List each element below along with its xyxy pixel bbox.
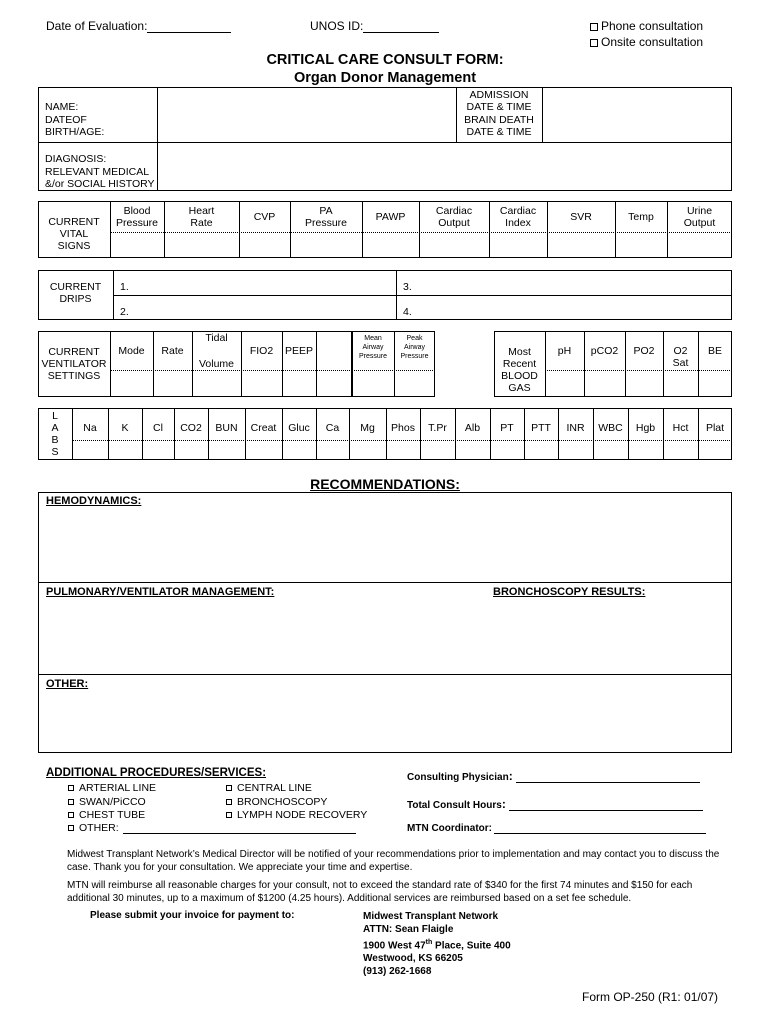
- header-line: CVP: [253, 211, 276, 223]
- drips-row-label: [38, 280, 113, 306]
- drip-4-field[interactable]: 4.: [403, 306, 412, 318]
- header-line: Mean: [364, 334, 382, 342]
- be-header: BE: [707, 345, 722, 357]
- lab-header-alb: Alb: [464, 422, 481, 434]
- header-line: Airway: [362, 343, 384, 351]
- lab-header-gluc: Gluc: [288, 422, 310, 434]
- header-line: Urine: [686, 205, 713, 217]
- checkbox-icon[interactable]: [226, 799, 232, 805]
- procedure-label: BRONCHOSCOPY: [237, 796, 328, 808]
- procedure-bronchoscopy[interactable]: [226, 796, 327, 808]
- colon: :: [501, 797, 506, 811]
- street-part: 1900 West 47: [363, 940, 426, 952]
- header-line: Pressure: [400, 352, 429, 360]
- lab-header-hct: Hct: [672, 422, 689, 434]
- lab-value-field[interactable]: [317, 441, 348, 459]
- lab-header-plat: Plat: [705, 422, 725, 434]
- vitals-value-field[interactable]: [111, 233, 163, 257]
- date-of-evaluation-label: Date of Evaluation:: [46, 19, 148, 33]
- header-line: O2: [673, 345, 688, 357]
- vitals-value-field[interactable]: [548, 233, 614, 257]
- address-phone: (913) 262-1668: [363, 966, 432, 978]
- lab-value-field[interactable]: [491, 441, 523, 459]
- header-line: Cardiac: [499, 205, 537, 217]
- lab-header-tpr: T.Pr: [428, 422, 447, 434]
- lab-value-field[interactable]: [73, 441, 107, 459]
- mean-airway-pressure-header: [352, 333, 394, 361]
- history-label-line1: RELEVANT MEDICAL: [45, 166, 150, 178]
- row-label-line: SETTINGS: [47, 370, 101, 382]
- mailing-address: [363, 910, 511, 978]
- pulmonary-heading: PULMONARY/VENTILATOR MANAGEMENT:: [46, 586, 275, 598]
- medical-director-note: Midwest Transplant Network’s Medical Director will be notified of your recommendations prior to implementation and may contact you to discuss the case. Thank you for your consultation. We appreciate your time and expertise.: [67, 849, 720, 873]
- mtn-coordinator-label: MTN Coordinator:: [407, 823, 492, 834]
- street-part: Place, Suite 400: [432, 940, 511, 952]
- mode-header: Mode: [118, 345, 145, 357]
- procedure-arterial-line[interactable]: [68, 782, 156, 794]
- procedure-label: OTHER:: [79, 822, 119, 834]
- address-city: Westwood, KS 66205: [363, 953, 463, 965]
- lab-value-field[interactable]: [175, 441, 207, 459]
- lab-header-pt: PT: [500, 422, 514, 434]
- header-line: Pressure: [115, 217, 158, 229]
- header-line: Temp: [628, 211, 654, 223]
- vitals-header-4: [362, 203, 419, 231]
- checkbox-icon[interactable]: [590, 23, 598, 31]
- colon: :: [508, 769, 513, 783]
- invoice-instruction: Please submit your invoice for payment to:: [90, 910, 295, 921]
- o2-sat-header: [663, 344, 698, 370]
- consulting-physician-label: Consulting Physician: [407, 772, 509, 783]
- lab-value-field[interactable]: [594, 441, 627, 459]
- rate-header: Rate: [161, 345, 184, 357]
- procedure-label: LYMPH NODE RECOVERY: [237, 809, 368, 821]
- fio2-header: FIO2: [249, 345, 274, 357]
- header-line: Heart: [188, 205, 215, 217]
- checkbox-icon[interactable]: [226, 785, 232, 791]
- lab-header-na: Na: [83, 422, 97, 434]
- row-label-line: CURRENT: [48, 346, 100, 358]
- lab-value-field[interactable]: [629, 441, 662, 459]
- street-sup: th: [425, 939, 433, 946]
- procedure-lymph-node[interactable]: [226, 809, 367, 821]
- lab-value-field[interactable]: [109, 441, 141, 459]
- lab-value-field[interactable]: [559, 441, 592, 459]
- vitals-value-field[interactable]: [490, 233, 546, 257]
- procedure-label: CHEST TUBE: [79, 809, 146, 821]
- row-label-line: B: [51, 434, 59, 446]
- other-heading: OTHER:: [46, 678, 89, 690]
- lab-value-field[interactable]: [283, 441, 315, 459]
- vitals-header-6: [489, 203, 547, 231]
- onsite-consultation-option[interactable]: [590, 35, 703, 49]
- bronchoscopy-heading: BRONCHOSCOPY RESULTS:: [493, 586, 646, 598]
- hemodynamics-heading: HEMODYNAMICS:: [46, 495, 142, 507]
- lab-header-creat: Creat: [250, 422, 277, 434]
- drip-1-field[interactable]: 1.: [120, 281, 129, 293]
- row-label-line: VITAL: [59, 228, 89, 240]
- vitals-value-field[interactable]: [668, 233, 731, 257]
- dob-label-line1: DATEOF: [45, 114, 87, 126]
- pulmonary-field[interactable]: [40, 600, 730, 672]
- ph-header: pH: [557, 345, 572, 357]
- phone-consultation-option[interactable]: [590, 19, 703, 33]
- total-consult-hours-field[interactable]: [407, 797, 703, 811]
- vitals-header-0: [110, 203, 164, 231]
- header-line: Blood: [123, 205, 151, 217]
- lab-header-bun: BUN: [215, 422, 238, 434]
- header-line: Cardiac: [435, 205, 473, 217]
- history-label-line2: &/or SOCIAL HISTORY: [45, 178, 155, 190]
- reimbursement-note: MTN will reimburse all reasonable charges for your consult, not to exceed the standard rate of $340 for the first 74 minutes and $150 for each additional 30 minutes, up to a maximum of $1200 (4.25 hours). Additional services are reimbursed based on a set fee schedule.: [67, 880, 693, 904]
- blood-gas-row-label: [494, 344, 545, 396]
- row-label-line: SIGNS: [57, 240, 91, 252]
- header-line: Rate: [190, 217, 213, 229]
- header-line: SVR: [570, 211, 592, 223]
- address-street: [363, 936, 511, 952]
- lab-header-ca: Ca: [325, 422, 340, 434]
- address-attn: ATTN: Sean Flaigle: [363, 924, 454, 935]
- drip-3-field[interactable]: 3.: [403, 281, 412, 293]
- checkbox-icon[interactable]: [590, 39, 598, 47]
- header-line: Index: [505, 217, 531, 229]
- lab-value-field[interactable]: [699, 441, 731, 459]
- row-label-line: Most: [508, 346, 531, 358]
- header-line: PAWP: [375, 211, 406, 223]
- vitals-header-8: [615, 203, 667, 231]
- recommendations-title: RECOMMENDATIONS:: [310, 476, 460, 492]
- lab-value-field[interactable]: [387, 441, 419, 459]
- ventilator-row-label: [38, 344, 110, 384]
- lab-header-k: K: [121, 422, 129, 434]
- vitals-value-field[interactable]: [616, 233, 666, 257]
- mtn-coordinator-field[interactable]: [407, 823, 706, 834]
- peep-header: PEEP: [284, 345, 313, 357]
- vitals-header-2: [239, 203, 290, 231]
- procedure-other[interactable]: [68, 822, 356, 834]
- lab-header-wbc: WBC: [598, 422, 623, 434]
- checkbox-icon[interactable]: [68, 799, 74, 805]
- drip-2-field[interactable]: 2.: [120, 306, 129, 318]
- admission-label-line2: DATE & TIME: [466, 101, 532, 113]
- address-org: Midwest Transplant Network: [363, 911, 499, 922]
- vitals-value-field[interactable]: [363, 233, 418, 257]
- vitals-value-field[interactable]: [291, 233, 361, 257]
- header-line: Pressure: [358, 352, 387, 360]
- name-label: NAME:: [45, 101, 79, 113]
- procedure-swan-picco[interactable]: [68, 796, 146, 808]
- form-number: Form OP-250 (R1: 01/07): [582, 990, 719, 1004]
- header-line: Peak: [406, 334, 423, 342]
- procedure-label: CENTRAL LINE: [237, 782, 312, 794]
- procedure-label: SWAN/PiCCO: [79, 796, 146, 808]
- header-line: Pressure: [304, 217, 347, 229]
- dob-label-line2: BIRTH/AGE:: [45, 126, 105, 138]
- lab-value-field[interactable]: [350, 441, 385, 459]
- procedure-chest-tube[interactable]: [68, 809, 145, 821]
- brain-death-label-line1: BRAIN DEATH: [464, 114, 534, 126]
- lab-header-mg: Mg: [360, 422, 375, 434]
- checkbox-icon[interactable]: [68, 785, 74, 791]
- form-title: CRITICAL CARE CONSULT FORM:: [266, 52, 504, 68]
- row-label-line: BLOOD: [501, 370, 538, 382]
- header-line: Output: [683, 217, 716, 229]
- checkbox-icon[interactable]: [68, 812, 74, 818]
- header-line: PA: [319, 205, 333, 217]
- lab-value-field[interactable]: [209, 441, 244, 459]
- procedure-central-line[interactable]: [226, 782, 312, 794]
- consulting-physician-field[interactable]: [407, 769, 700, 783]
- lab-header-cl: Cl: [153, 422, 163, 434]
- vitals-header-7: [547, 203, 615, 231]
- header-line: Sat: [672, 357, 689, 369]
- row-label-line: CURRENT: [48, 216, 100, 228]
- lab-header-phos: Phos: [391, 422, 415, 434]
- phone-consultation-label: Phone consultation: [601, 19, 704, 33]
- total-consult-hours-label: Total Consult Hours: [407, 800, 502, 811]
- vitals-header-3: [290, 203, 362, 231]
- row-label-line: Recent: [502, 358, 537, 370]
- header-line: Output: [438, 217, 470, 229]
- procedures-title: ADDITIONAL PROCEDURES/SERVICES:: [46, 767, 267, 779]
- form-subtitle: Organ Donor Management: [293, 70, 477, 86]
- lab-header-inr: INR: [566, 422, 585, 434]
- vitals-value-field[interactable]: [240, 233, 289, 257]
- lab-header-ptt: PTT: [531, 422, 551, 434]
- date-of-evaluation-field[interactable]: [46, 19, 231, 33]
- lab-value-field[interactable]: [664, 441, 697, 459]
- onsite-consultation-label: Onsite consultation: [601, 35, 704, 49]
- lab-value-field[interactable]: [143, 441, 173, 459]
- header-line: Airway: [403, 343, 425, 351]
- lab-header-hgb: Hgb: [635, 422, 656, 434]
- other-field[interactable]: [40, 692, 730, 750]
- checkbox-icon[interactable]: [226, 812, 232, 818]
- row-label-line: CURRENT: [49, 281, 102, 293]
- lab-value-field[interactable]: [456, 441, 489, 459]
- vital-signs-row-label: [38, 214, 110, 254]
- unos-id-field[interactable]: [310, 19, 439, 33]
- po2-header: PO2: [633, 345, 655, 357]
- hemodynamics-field[interactable]: [40, 510, 730, 580]
- vitals-value-field[interactable]: [420, 233, 488, 257]
- row-label-line: GAS: [508, 382, 531, 394]
- admission-label-line1: ADMISSION: [469, 89, 529, 101]
- checkbox-icon[interactable]: [68, 825, 74, 831]
- row-label-line: DRIPS: [59, 293, 92, 305]
- pco2-header: pCO2: [590, 345, 619, 357]
- volume-header: Volume: [198, 358, 235, 370]
- tidal-header: Tidal: [205, 332, 228, 344]
- lab-value-field[interactable]: [421, 441, 454, 459]
- vitals-value-field[interactable]: [165, 233, 238, 257]
- unos-id-label: UNOS ID:: [310, 19, 364, 33]
- lab-value-field[interactable]: [246, 441, 281, 459]
- lab-value-field[interactable]: [525, 441, 557, 459]
- labs-row-label: [38, 409, 72, 459]
- vitals-header-5: [419, 203, 489, 231]
- row-label-line: VENTILATOR: [41, 358, 107, 370]
- row-label-line: A: [51, 422, 59, 434]
- diagnosis-label: DIAGNOSIS:: [45, 153, 107, 165]
- row-label-line: S: [51, 446, 59, 458]
- lab-header-co2: CO2: [180, 422, 202, 434]
- procedure-label: ARTERIAL LINE: [79, 782, 157, 794]
- peak-airway-pressure-header: [394, 333, 435, 361]
- vitals-header-9: [667, 203, 732, 231]
- vitals-header-1: [164, 203, 239, 231]
- brain-death-label-line2: DATE & TIME: [466, 126, 532, 138]
- row-label-line: L: [52, 410, 58, 422]
